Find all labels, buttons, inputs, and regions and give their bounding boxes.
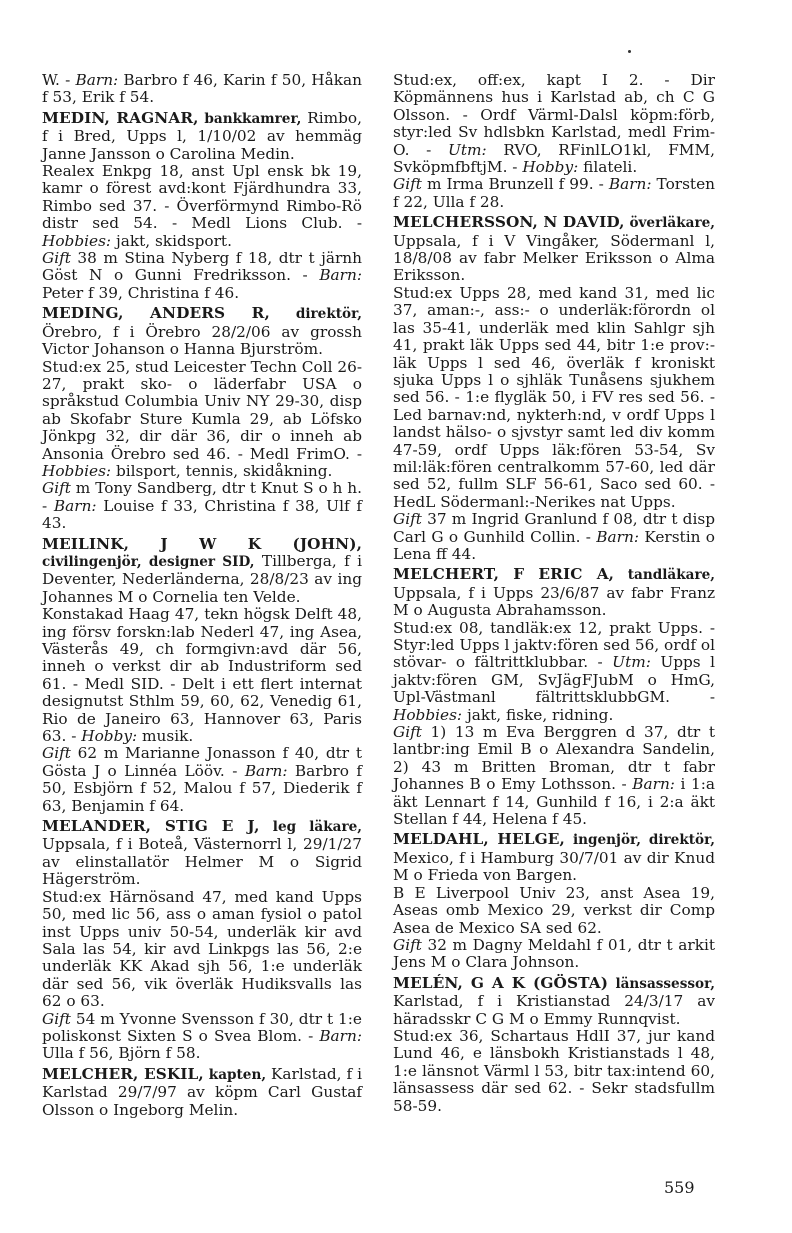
italic-label: Gift	[393, 510, 422, 529]
continued-text	[42, 72, 362, 107]
entry-name: MELÉN, G A K (GÖSTA)	[393, 973, 609, 992]
entry-paragraph	[393, 885, 715, 937]
right-column	[393, 72, 715, 1115]
entry-occupation: direktör,	[295, 306, 362, 323]
italic-label: Barn:	[608, 175, 652, 194]
italic-label: Gift	[42, 744, 71, 763]
entry-text: W. -	[42, 71, 76, 89]
entry-text: musik.	[137, 727, 194, 746]
italic-label: Barn:	[244, 761, 288, 780]
entry-text: m Tony Sandberg, dtr t Knut S o h h. -	[42, 479, 362, 515]
biography-entry	[42, 818, 362, 889]
biography-entry	[42, 1066, 362, 1119]
entry-name: MEDING, ANDERS R,	[42, 304, 270, 323]
italic-label: Gift	[42, 1009, 71, 1028]
entry-text: Kerstin o Lena ff 44.	[393, 527, 715, 563]
entry-occupation: tandläkare,	[627, 567, 715, 584]
italic-label: Gift	[393, 723, 422, 742]
entry-text: Stud:ex Härnösand 47, med kand Upps 50, med lic 56, ass o aman fysiol o patol inst Upps univ 50-54, underläk kir avd Sala las 54, kir avd Linkpgs las 56, 2:e underläk KK Akad sjh 56, 1:e underläk där sed 56, vik överläk Hudiksvalls las 62 o 63.	[42, 887, 362, 1011]
entry-paragraph	[393, 176, 715, 211]
biography-entry	[42, 110, 362, 163]
entry-paragraph	[42, 359, 362, 481]
entry-occupation: leg läkare,	[272, 819, 362, 836]
entry-text: 38 m Stina Nyberg f 18, dtr t järnh Göst N o Gunni Fredriksson. -	[42, 249, 362, 285]
italic-label: Hobbies:	[42, 461, 112, 480]
page-number: 559	[664, 1178, 695, 1197]
entry-text: Ulla f 56, Björn f 58.	[42, 1044, 201, 1063]
entry-text: B E Liverpool Univ 23, anst Asea 19, Aseas omb Mexico 29, verkst dir Comp Asea de Mexico SA sed 62.	[393, 883, 715, 937]
entry-text: 1) 13 m Eva Berggren d 37, dtr t lantbr:ing Emil B o Alexandra Sandelin, 2) 43 m Britten Broman, dtr t fabr Johannes B o Emy Lothsson. -	[393, 723, 715, 794]
biography-entry	[393, 214, 715, 285]
entry-text: RVO, RFinlLO1kl, FMM, SvköpmfbftjM. -	[393, 140, 715, 177]
biography-entry	[393, 975, 715, 1028]
entry-text: 62 m Marianne Jonasson f 40, dtr t Gösta J o Linnéa Lööv. -	[42, 744, 362, 780]
entry-text: Stud:ex, off:ex, kapt I 2. - Dir Köpmännens hus i Karlstad ab, ch C G Olsson. - Ordf Värml-Dalsl köpm:förb, styr:led Sv hdlsbkn Karlstad, medl Frim-O. -	[393, 71, 715, 159]
italic-label: Barn:	[596, 527, 639, 546]
entry-text: 32 m Dagny Meldahl f 01, dtr t arkit Jens M o Clara Johnson.	[393, 935, 715, 972]
italic-label: Hobby:	[81, 727, 138, 746]
entry-text: Realex Enkpg 18, anst Upl ensk bk 19, kamr o förest avd:kont Fjärdhundra 33, Rimbo sed 37. - Överförmynd Rimbo-Rö distr sed 54. - Medl Lions Club. -	[42, 162, 362, 233]
entry-text: Stud:ex 25, stud Leicester Techn Coll 26-27, prakt sko- o läderfabr USA o språkstud Columbia Univ NY 29-30, disp ab Skofabr Sture Kumla 29, ab Löfsko Jönkpg 32, dir där 36, dir o inneh ab Ansonia Örebro sed 46. - Medl FrimO. -	[42, 357, 363, 463]
entry-text: Tillberga, f i Deventer, Nederländerna, 28/8/23 av ing Johannes M o Cornelia ten Velde.	[42, 551, 362, 606]
entry-text: Mexico, f i Hamburg 30/7/01 av dir Knud M o Frieda von Bargen.	[393, 848, 715, 885]
entry-text: Barbro f 46, Karin f 50, Håkan f 53, Erik f 54.	[42, 71, 362, 107]
entry-text: Louise f 33, Christina f 38, Ulf f 43.	[42, 496, 363, 533]
continued-text	[393, 72, 715, 176]
italic-label: Barn:	[319, 1026, 362, 1045]
entry-text: bilsport, tennis, skidåkning.	[111, 461, 333, 480]
entry-name: MEDIN, RAGNAR,	[42, 108, 199, 127]
italic-label: Hobby:	[522, 158, 579, 177]
left-column	[42, 72, 362, 1119]
italic-label: Hobbies:	[393, 705, 463, 724]
entry-paragraph	[42, 250, 362, 302]
italic-label: Utm:	[448, 140, 487, 159]
entry-occupation: civilingenjör, designer SID,	[42, 553, 255, 570]
biography-entry	[42, 305, 362, 358]
italic-label: Gift	[42, 479, 71, 498]
entry-occupation: överläkare,	[629, 215, 715, 232]
entry-paragraph	[42, 480, 362, 532]
entry-paragraph	[393, 620, 715, 724]
entry-occupation: kapten,	[208, 1066, 267, 1083]
entry-paragraph	[42, 606, 362, 745]
entry-occupation: ingenjör, direktör,	[572, 832, 715, 849]
entry-name: MELDAHL, HELGE,	[393, 830, 565, 849]
entry-paragraph	[42, 745, 362, 815]
entry-text: Uppsala, f i V Vingåker, Södermanl l, 18/8/08 av fabr Melker Eriksson o Alma Eriksson.	[393, 231, 715, 285]
entry-text: Uppsala, f i Boteå, Västernorrl l, 29/1/27 av elinstallatör Helmer M o Sigrid Hägerström.	[42, 835, 362, 889]
entry-paragraph	[393, 937, 715, 972]
entry-text: Stud:ex 36, Schartaus HdlI 37, jur kand Lund 46, e länsbokh Kristianstads l 48, 1:e länsnot Värml l 53, bitr tax:intend 60, länsassess där sed 62. - Sekr stadsfullm 58-59.	[393, 1026, 715, 1115]
entry-text: m Irma Brunzell f 99. -	[421, 175, 609, 194]
entry-text: Barbro f 50, Esbjörn f 52, Malou f 57, Diederik f 63, Benjamin f 64.	[42, 761, 362, 815]
italic-label: Barn:	[632, 775, 675, 794]
entry-text: jakt, fiske, ridning.	[462, 705, 614, 724]
italic-label: Utm:	[612, 653, 651, 672]
biography-entry	[393, 831, 715, 884]
entry-paragraph	[393, 1028, 715, 1115]
entry-paragraph	[393, 511, 715, 563]
entry-text: Peter f 39, Christina f 46.	[42, 283, 240, 302]
italic-label: Barn:	[53, 496, 97, 515]
italic-label: Barn:	[75, 71, 119, 89]
entry-paragraph	[42, 1011, 362, 1063]
entry-text: Stud:ex 08, tandläk:ex 12, prakt Upps. - Styr:led Upps l jaktv:fören sed 56, ordf ol stövar- o fältrittklubbar. -	[393, 618, 715, 672]
italic-label: Gift	[42, 249, 71, 268]
italic-label: Hobbies:	[42, 231, 112, 250]
entry-occupation: länsassessor,	[615, 975, 715, 992]
entry-text: Rimbo, f i Bred, Upps l, 1/10/02 av hemmäg Janne Jansson o Carolina Medin.	[42, 108, 362, 163]
entry-text: Karlstad, f i Karlstad 29/7/97 av köpm Carl Gustaf Olsson o Ingeborg Melin.	[42, 1064, 362, 1119]
entry-occupation: bankkamrer,	[204, 110, 302, 127]
entry-text: i 1:a äkt Lennart f 14, Gunhild f 16, i 2:a äkt Stellan f 44, Helena f 45.	[393, 775, 715, 829]
entry-text: 37 m Ingrid Granlund f 08, dtr t disp Carl G o Gunhild Collin. -	[393, 510, 715, 546]
entry-paragraph	[42, 163, 362, 250]
entry-text: Stud:ex Upps 28, med kand 31, med lic 37, aman:-, ass:- o underläk:förordn ol las 35-41, underläk med klin Sahlgr sjh 41, prakt läk Upps sed 44, bitr 1:e prov:-läk Upps l sed 46, överläk f kroniskt sjuka Upps l o sjhläk Tunåsens sjukhem sed 56. - 1:e flygläk 50, i FV res sed 56. - Led barnav:nd, nykterh:nd, v ordf Upps l landst hälso- o sjvstyr samt led div komm 47-59, ordf Upps läk:fören 53-54, Sv mil:läk:fören centralkomm 57-60, led där sed 52, fullm SLF 56-61, Saco sed 60. - HedL Södermanl:-Nerikes nat Upps.	[393, 283, 715, 511]
entry-text: Torsten f 22, Ulla f 28.	[393, 175, 715, 211]
entry-text: Örebro, f i Örebro 28/2/06 av grossh Victor Johanson o Hanna Bjurström.	[42, 322, 362, 359]
biography-entry	[42, 536, 362, 607]
entry-name: MELCHERT, F ERIC A,	[393, 565, 615, 584]
entry-text: Karlstad, f i Kristianstad 24/3/17 av häradsskr C G M o Emmy Runnqvist.	[393, 992, 715, 1028]
entry-paragraph	[393, 724, 715, 828]
italic-label: Barn:	[319, 266, 362, 285]
italic-label: Gift	[393, 175, 422, 194]
entry-text: Uppsala, f i Upps 23/6/87 av fabr Franz M o Augusta Abrahamsson.	[393, 583, 715, 620]
entry-paragraph	[393, 285, 715, 511]
entry-name: MEILINK, J W K (JOHN),	[42, 534, 362, 553]
entry-paragraph	[42, 889, 362, 1011]
entry-text: filateli.	[578, 158, 638, 177]
entry-text: Konstakad Haag 47, tekn högsk Delft 48, ing försv forskn:lab Nederl 47, ing Asea, Västerås 49, ch formgivn:avd där 56, inneh o verkst dir ab Industriform sed 61. - Medl SID. - Delt i ett flert internat designutst Sthlm 59, 60, 62, Venedig 61, Rio de Janeiro 63, Hannover 63, Paris 63. -	[42, 605, 362, 746]
entry-text: jakt, skidsport.	[111, 231, 232, 250]
entry-text: Upps l jaktv:fören GM, SvJägFJubM o HmG, Upl-Västmanl fältrittsklubbGM. -	[393, 653, 715, 707]
print-speck	[628, 50, 631, 53]
entry-name: MELCHER, ESKIL,	[42, 1064, 204, 1083]
entry-name: MELCHERSSON, N DAVID,	[393, 213, 625, 232]
italic-label: Gift	[393, 935, 422, 954]
entry-name: MELANDER, STIG E J,	[42, 817, 260, 836]
biography-entry	[393, 566, 715, 619]
entry-text: 54 m Yvonne Svensson f 30, dtr t 1:e poliskonst Sixten S o Svea Blom. -	[42, 1009, 362, 1045]
